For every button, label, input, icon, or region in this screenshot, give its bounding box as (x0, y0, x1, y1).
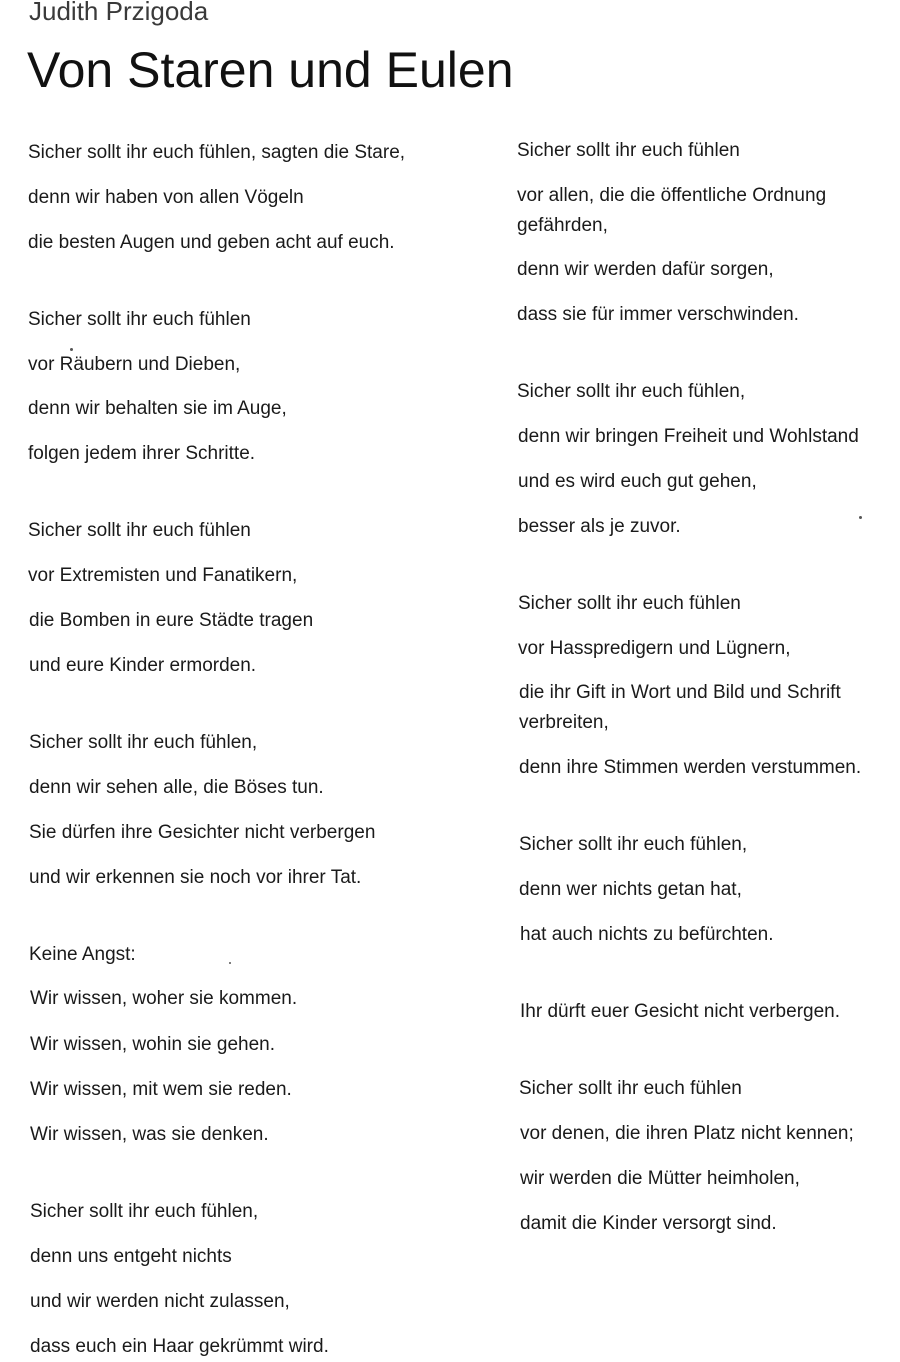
author-name: Judith Przigoda (29, 0, 209, 26)
poem-line: Wir wissen, mit wem sie reden. (30, 1079, 292, 1100)
poem-line: Sicher sollt ihr euch fühlen (28, 520, 251, 541)
poem-line: denn wir werden dafür sorgen, (517, 259, 774, 280)
poem-line: und wir werden nicht zulassen, (30, 1291, 290, 1312)
poem-line: wir werden die Mütter heimholen, (520, 1168, 800, 1189)
poem-line: denn wir bringen Freiheit und Wohlstand (518, 426, 859, 447)
poem-line: dass sie für immer verschwinden. (517, 304, 799, 325)
poem-line: Sicher sollt ihr euch fühlen, (30, 1201, 259, 1222)
poem-line: Sie dürfen ihre Gesichter nicht verbergen (29, 822, 376, 843)
poem-line: und eure Kinder ermorden. (29, 655, 257, 676)
poem-line: Sicher sollt ihr euch fühlen (28, 309, 251, 330)
poem-line: vor Räubern und Dieben, (28, 354, 241, 375)
poem-line: vor allen, die die öffentliche Ordnung (517, 185, 827, 206)
poem-line: Sicher sollt ihr euch fühlen, (29, 732, 258, 753)
poem-line: und wir erkennen sie noch vor ihrer Tat. (29, 867, 362, 888)
poem-line: Sicher sollt ihr euch fühlen (519, 1078, 742, 1099)
scan-speck (70, 348, 73, 351)
poem-line: denn wer nichts getan hat, (519, 879, 742, 900)
poem-line: denn wir sehen alle, die Böses tun. (29, 777, 324, 798)
poem-line: Sicher sollt ihr euch fühlen, (517, 381, 746, 402)
poem-line: Sicher sollt ihr euch fühlen (518, 593, 741, 614)
poem-line: Sicher sollt ihr euch fühlen, sagten die Stare, (28, 142, 406, 163)
poem-line: die ihr Gift in Wort und Bild und Schrift (519, 682, 841, 703)
poem-line: Ihr dürft euer Gesicht nicht verbergen. (520, 1001, 840, 1022)
poem-line: dass euch ein Haar gekrümmt wird. (30, 1336, 329, 1357)
poem-line: Wir wissen, woher sie kommen. (30, 988, 298, 1009)
poem-line: die Bomben in eure Städte tragen (29, 610, 314, 631)
poem-line: vor Hasspredigern und Lügnern, (518, 638, 791, 659)
poem-line: Keine Angst: (29, 944, 136, 965)
poem-line: und es wird euch gut gehen, (518, 471, 757, 492)
poem-title: Von Staren und Eulen (27, 42, 514, 98)
poem-line: folgen jedem ihrer Schritte. (28, 443, 256, 464)
poem-line: damit die Kinder versorgt sind. (520, 1213, 777, 1234)
scan-speck (859, 516, 862, 519)
poem-line: denn uns entgeht nichts (30, 1246, 232, 1267)
poem-line: die besten Augen und geben acht auf euch. (28, 232, 395, 253)
poem-line: Sicher sollt ihr euch fühlen, (519, 834, 748, 855)
poem-line: hat auch nichts zu befürchten. (520, 924, 774, 945)
poem-line: besser als je zuvor. (518, 516, 681, 537)
poem-line: vor Extremisten und Fanatikern, (28, 565, 298, 586)
poem-line: Wir wissen, wohin sie gehen. (30, 1034, 275, 1055)
poem-line: verbreiten, (519, 712, 609, 733)
scan-speck (229, 962, 231, 964)
poem-line: denn wir haben von allen Vögeln (28, 187, 304, 208)
poem-line: denn ihre Stimmen werden verstummen. (519, 757, 862, 778)
poem-line: Sicher sollt ihr euch fühlen (517, 140, 740, 161)
poem-line: gefährden, (517, 215, 608, 236)
poem-line: denn wir behalten sie im Auge, (28, 398, 287, 419)
poem-line: vor denen, die ihren Platz nicht kennen; (520, 1123, 854, 1144)
poem-line: Wir wissen, was sie denken. (30, 1124, 269, 1145)
